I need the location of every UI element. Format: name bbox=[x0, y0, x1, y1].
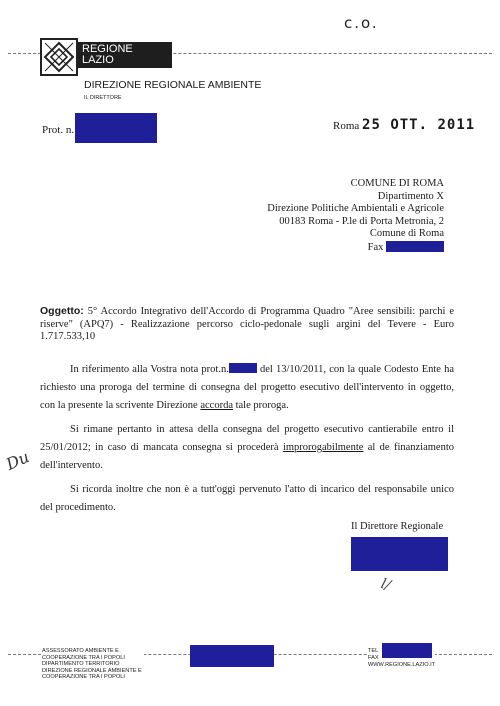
subject-label: Oggetto: bbox=[40, 305, 84, 317]
footer-line: DIREZIONE REGIONALE AMBIENTE E bbox=[42, 667, 142, 674]
regione-lazio-emblem-icon bbox=[40, 38, 78, 76]
footer-line: COOPERAZIONE TRA I POPOLI bbox=[42, 674, 125, 681]
brand-line-2: LAZIO bbox=[82, 54, 114, 66]
footer-line: DIPARTIMENTO TERRITORIO bbox=[42, 661, 120, 668]
footer-contact-redaction bbox=[382, 643, 432, 658]
note-number-redaction bbox=[229, 363, 257, 373]
subject-text: 5° Accordo Integrativo dell'Accordo di Programma Quadro "Aree sensibili: parchi e riserve" (APQ7) - Realizzazione percorso ciclo-pedonale sugli argini del Tevere - Euro 1.717.533,10 bbox=[40, 306, 454, 343]
footer-website: WWW.REGIONE.LAZIO.IT bbox=[368, 662, 436, 668]
recipient-line: COMUNE DI ROMA bbox=[350, 178, 444, 189]
paragraph-3: Si ricorda inoltre che non è a tutt'oggi pervenuto l'atto di incarico del responsabile unico del procedimento. bbox=[40, 484, 454, 513]
recipient-address bbox=[267, 178, 444, 254]
recipient-line: Dipartimento X bbox=[377, 190, 444, 202]
paragraph-1-text: tale proroga. bbox=[235, 400, 289, 411]
brand-block bbox=[78, 42, 172, 68]
recipient-line: Direzione Politiche Ambientali e Agricole bbox=[267, 203, 444, 214]
subject-block bbox=[40, 305, 454, 344]
place-date bbox=[333, 117, 475, 133]
signature-mark: l/ bbox=[378, 576, 393, 594]
tel-label: TEL bbox=[368, 648, 379, 654]
handwritten-annotation: c.o. bbox=[344, 14, 379, 32]
footer-line: ASSESSORATO AMBIENTE E bbox=[42, 648, 119, 654]
paragraph-1 bbox=[40, 361, 454, 415]
paragraph-1-text: del 13/10/2011, con la quale Codesto Ente ha richiesto una proroga del termine di consegna del progetto esecutivo dell'intervento in oggetto, con la presente la scrivente Direzione bbox=[40, 364, 455, 411]
letter-body bbox=[40, 361, 454, 523]
footer-line: COOPERAZIONE TRA I POPOLI bbox=[42, 654, 125, 661]
brand-line-1: REGIONE bbox=[82, 43, 133, 55]
footer-address-redaction bbox=[190, 645, 274, 667]
recipient-line: Comune di Roma bbox=[369, 228, 444, 239]
fax-label: FAX bbox=[368, 655, 379, 661]
recipient-line: 00183 Roma - P.le di Porta Metronia, 2 bbox=[279, 215, 444, 227]
protocol-label: Prot. n. bbox=[42, 124, 75, 136]
footer-office-info bbox=[42, 648, 144, 681]
fax-redaction bbox=[386, 241, 444, 252]
underlined-word: accorda bbox=[200, 400, 233, 411]
paragraph-2-text: al de finanziamento dell'intervento. bbox=[40, 442, 454, 471]
paragraph-1-text: In riferimento alla Vostra nota prot.n. bbox=[70, 364, 229, 375]
paragraph-2-text: Si rimane pertanto in attesa della consegna del progetto esecutivo cantierabile entro il 25/01/2012; in caso di mancata consegna si procederà bbox=[40, 424, 454, 453]
department-role: IL DIRETTORE bbox=[84, 95, 122, 101]
department-name: DIREZIONE REGIONALE AMBIENTE bbox=[84, 79, 262, 91]
fax-label: Fax bbox=[367, 241, 384, 253]
date-stamp: 25 OTT. 2011 bbox=[362, 117, 476, 133]
city: Roma bbox=[333, 120, 360, 132]
paragraph-2 bbox=[40, 421, 454, 475]
signer-title: Il Direttore Regionale bbox=[351, 521, 444, 532]
protocol-redaction bbox=[75, 113, 157, 143]
signature-redaction bbox=[351, 537, 448, 571]
recipient-fax bbox=[267, 241, 444, 255]
margin-handwriting: Du bbox=[3, 447, 33, 474]
underlined-word: improrogabilmente bbox=[282, 442, 364, 453]
